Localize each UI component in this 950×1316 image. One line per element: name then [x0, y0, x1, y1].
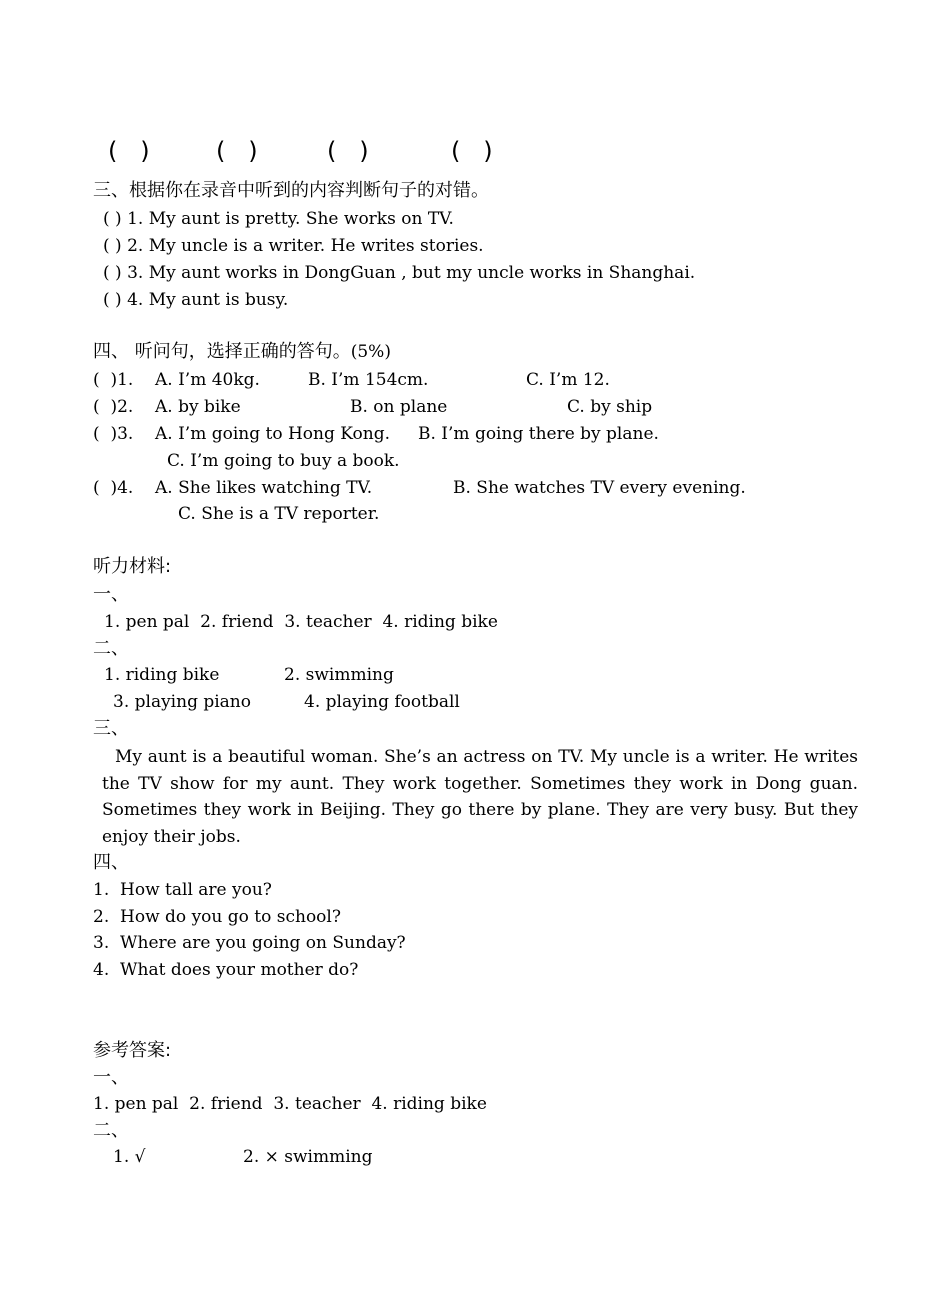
answers-part-2-item-2: 2. × swimming	[243, 1147, 373, 1167]
answer-bracket-1[interactable]: ( )	[108, 137, 150, 165]
q3-option-b: B. I’m going there by plane.	[418, 424, 659, 444]
listening-part-2-item-4: 4. playing football	[304, 692, 460, 712]
section-3-item-3: ( ) 3. My aunt works in DongGuan , but my uncle works in Shanghai.	[103, 263, 696, 283]
listening-part-3-paragraph: My aunt is a beautiful woman. She’s an actress on TV. My uncle is a writer. He writes the TV show for my aunt. They work together. Sometimes they work in Dong guan. Sometimes they work in Beijing. They go there by plane. They are very busy. But they enjoy their jobs.	[102, 747, 858, 848]
q3-option-c: C. I’m going to buy a book.	[167, 451, 400, 471]
listening-part-4-item-4: 4. What does your mother do?	[93, 960, 359, 980]
listening-part-4-item-2: 2. How do you go to school?	[93, 907, 341, 927]
section-3-item-1: ( ) 1. My aunt is pretty. She works on TV.	[103, 209, 454, 229]
listening-part-2-item-2: 2. swimming	[284, 665, 394, 685]
q2-option-a: A. by bike	[155, 397, 241, 417]
listening-part-1-line: 1. pen pal 2. friend 3. teacher 4. riding bike	[104, 612, 498, 632]
answer-bracket-3[interactable]: ( )	[327, 137, 369, 165]
q1-option-c: C. I’m 12.	[526, 370, 610, 390]
answer-bracket-2[interactable]: ( )	[216, 137, 258, 165]
listening-part-4-label: 四、	[93, 852, 129, 873]
q1-option-b: B. I’m 154cm.	[308, 370, 429, 390]
q1-number: ( )1.	[93, 370, 134, 390]
section-3-heading: 三、根据你在录音中听到的内容判断句子的对错。	[93, 180, 489, 201]
answers-title: 参考答案:	[93, 1040, 172, 1061]
listening-part-4-item-1: 1. How tall are you?	[93, 880, 272, 900]
section-4-heading-row	[93, 341, 391, 363]
listening-part-2-item-3: 3. playing piano	[113, 692, 251, 712]
section-4-score: (5%)	[350, 342, 391, 362]
q4-option-a: A. She likes watching TV.	[155, 478, 373, 498]
section-3-item-2: ( ) 2. My uncle is a writer. He writes stories.	[103, 236, 484, 256]
listening-part-3-label: 三、	[93, 718, 129, 739]
listening-part-4-item-3: 3. Where are you going on Sunday?	[93, 933, 406, 953]
q3-number: ( )3.	[93, 424, 134, 444]
listening-part-2-item-1: 1. riding bike	[104, 665, 220, 685]
section-3-item-4: ( ) 4. My aunt is busy.	[103, 290, 289, 310]
q4-option-c: C. She is a TV reporter.	[178, 504, 380, 524]
listening-part-1-label: 一、	[93, 584, 129, 605]
q4-number: ( )4.	[93, 478, 134, 498]
answer-bracket-4[interactable]: ( )	[451, 137, 493, 165]
listening-part-2-label: 二、	[93, 638, 129, 659]
answers-part-1-line: 1. pen pal 2. friend 3. teacher 4. riding bike	[93, 1094, 487, 1114]
answers-part-1-label: 一、	[93, 1067, 129, 1088]
q2-option-c: C. by ship	[567, 397, 653, 417]
q2-number: ( )2.	[93, 397, 134, 417]
listening-title: 听力材料:	[93, 556, 172, 577]
q4-option-b: B. She watches TV every evening.	[453, 478, 746, 498]
q2-option-b: B. on plane	[350, 397, 448, 417]
answers-part-2-label: 二、	[93, 1120, 129, 1141]
answers-part-2-item-1: 1. √	[113, 1147, 146, 1167]
q3-option-a: A. I’m going to Hong Kong.	[155, 424, 390, 444]
q1-option-a: A. I’m 40kg.	[155, 370, 260, 390]
section-4-heading: 四、 听问句，选择正确的答句。	[93, 341, 351, 362]
